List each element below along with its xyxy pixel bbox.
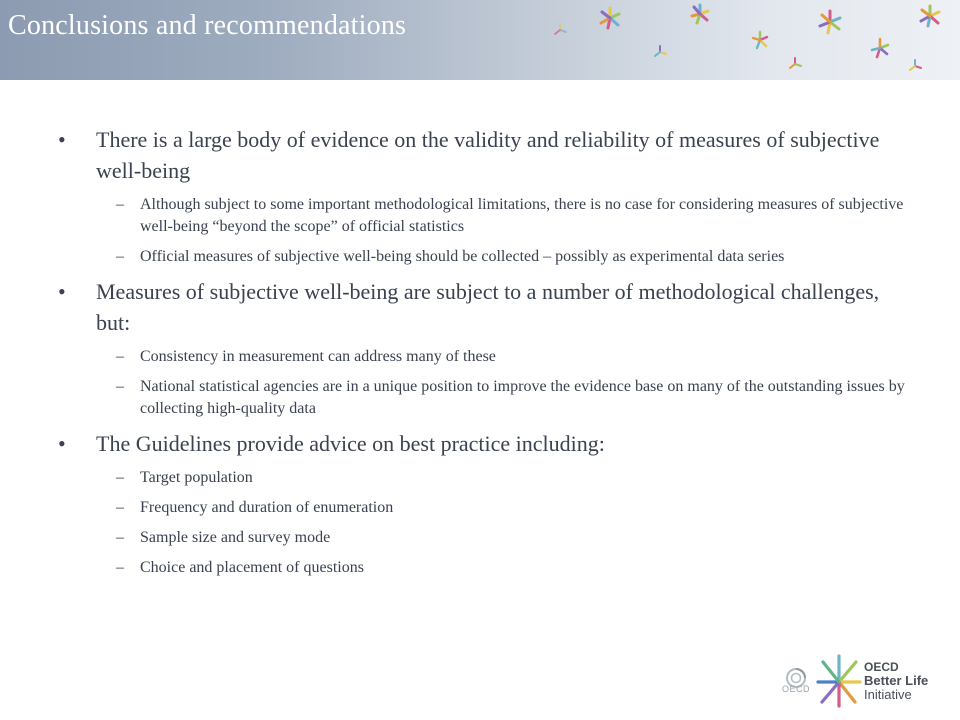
- bullet-icon: •: [58, 127, 66, 152]
- sub-bullet-text: Although subject to some important methodological limitations, there is no case for considering measures of subjective well-being “beyond the scope” of official statistics: [140, 196, 904, 235]
- better-life-flower-icon: [816, 652, 862, 708]
- dash-icon: –: [116, 348, 124, 365]
- better-life-wordmark: [864, 660, 928, 702]
- sub-bullet-item: [58, 346, 918, 368]
- sub-bullet-item: [58, 246, 918, 268]
- oecd-better-life-logo: [778, 650, 948, 710]
- dash-icon: –: [116, 529, 124, 546]
- logo-line-oecd: OECD: [864, 660, 899, 674]
- sub-bullet-text: Sample size and survey mode: [140, 529, 331, 546]
- sub-bullet-text: National statistical agencies are in a unique position to improve the evidence base on many of the outstanding issues by collecting high-quality data: [140, 378, 905, 417]
- sub-bullet-item: [58, 194, 918, 238]
- slide-header: [0, 0, 960, 80]
- sub-bullet-text: Choice and placement of questions: [140, 559, 364, 576]
- bullet-text: Measures of subjective well-being are subject to a number of methodological challenges, but:: [96, 279, 880, 335]
- bullet-item: [58, 276, 918, 338]
- sub-bullet-item: [58, 467, 918, 489]
- bullet-item: [58, 124, 918, 186]
- sub-bullet-text: Frequency and duration of enumeration: [140, 499, 394, 516]
- dash-icon: –: [116, 248, 124, 265]
- slide-body: [58, 124, 918, 587]
- bullet-icon: •: [58, 431, 66, 456]
- dash-icon: –: [116, 499, 124, 516]
- bullet-icon: •: [58, 279, 66, 304]
- bullet-text: There is a large body of evidence on the validity and reliability of measures of subjective well-being: [96, 127, 880, 183]
- sub-bullet-item: [58, 376, 918, 420]
- dash-icon: –: [116, 196, 124, 213]
- sub-bullet-text: Consistency in measurement can address many of these: [140, 348, 496, 365]
- oecd-small-label: OECD: [782, 684, 811, 694]
- sub-bullet-item: [58, 557, 918, 579]
- slide-title: Conclusions and recommendations: [8, 10, 407, 41]
- sub-bullet-item: [58, 497, 918, 519]
- logo-line-better-life: Better Life: [864, 673, 929, 688]
- sub-bullet-text: Target population: [140, 469, 253, 486]
- bullet-text: The Guidelines provide advice on best practice including:: [96, 431, 605, 456]
- dash-icon: –: [116, 559, 124, 576]
- logo-line-initiative: Initiative: [864, 687, 912, 702]
- dash-icon: –: [116, 469, 124, 486]
- sub-bullet-text: Official measures of subjective well-being should be collected – possibly as experimental data series: [140, 248, 785, 265]
- bullet-item: [58, 428, 918, 459]
- sub-bullet-item: [58, 527, 918, 549]
- dash-icon: –: [116, 378, 124, 395]
